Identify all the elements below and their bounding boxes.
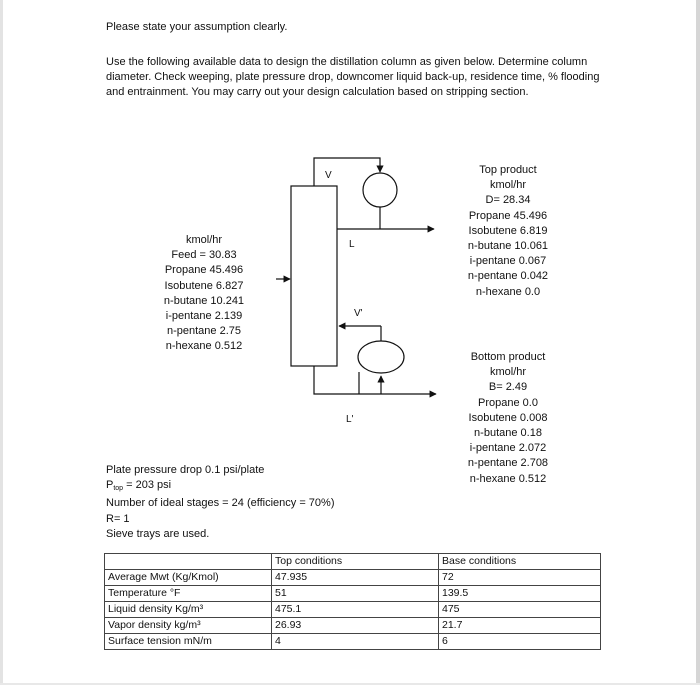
assumption-note: Please state your assumption clearly. [106,21,288,33]
table-header-cell: Top conditions [272,554,439,570]
vapor-top-label: V [325,170,332,181]
top-product-composition [460,163,556,300]
top-pressure [106,478,334,496]
conditions-table [104,553,601,650]
table-cell: 475.1 [272,602,439,618]
feed-line: n-hexane 0.512 [165,340,243,353]
table-row [105,570,601,586]
top-product-line: D= 28.34 [485,194,531,207]
table-cell: Vapor density kg/m³ [105,618,272,634]
top-product-line: n-hexane 0.0 [475,285,541,298]
feed-line: Isobutene 6.827 [164,279,244,292]
top-pressure-subscript: top [113,485,124,493]
table-header-cell [105,554,272,570]
tray-type: Sieve trays are used. [106,527,210,540]
table-cell: 26.93 [272,618,439,634]
bottom-product-line: Isobutene 0.008 [468,411,548,424]
table-cell: 139.5 [439,586,601,602]
bottom-product-unit: kmol/hr [489,366,527,379]
feed-line: n-pentane 2.75 [166,325,241,338]
feed-line: n-butane 10.241 [163,294,245,307]
bottom-product-line: B= 2.49 [488,381,528,394]
top-pressure-symbol: P [106,479,114,492]
table-cell: 475 [439,602,601,618]
bottom-product-line: n-pentane 2.708 [467,457,549,470]
top-product-line: Propane 45.496 [468,209,548,222]
top-product-line: n-pentane 0.042 [467,270,549,283]
reflux-ratio: R= 1 [106,512,130,525]
feed-line: Propane 45.496 [164,264,244,277]
top-product-line: i-pentane 0.067 [469,255,547,268]
liquid-top-label: L [349,239,355,250]
table-cell: 47.935 [272,570,439,586]
table-cell: Surface tension mN/m [105,634,272,650]
table-row [105,602,601,618]
plate-pressure-drop: Plate pressure drop 0.1 psi/plate [106,464,265,476]
liquid-bottom-label: L' [346,414,354,425]
table-row [105,634,601,650]
vapor-bottom-label: V' [354,308,363,319]
bottom-product-line: i-pentane 2.072 [469,442,547,455]
bottom-product-line: n-hexane 0.512 [469,472,547,485]
top-pressure-value: = 203 psi [123,479,172,492]
top-product-title: Top product [479,164,537,176]
design-conditions [106,463,334,542]
table-header-row [105,554,601,570]
table-cell: 6 [439,634,601,650]
feed-unit: kmol/hr [185,234,223,246]
problem-statement: Use the following available data to design the distillation column as given below. Determine column diameter. Check weeping, plate pressure drop, downcomer liquid back-up, residence time, % flooding and entrainment. You may carry out your design calculation based on stripping section. [106,56,600,98]
bottom-product-composition [460,350,556,487]
top-product-line: n-butane 10.061 [467,240,549,253]
condenser-icon [363,173,397,207]
bottom-product-line: Propane 0.0 [478,396,538,409]
feed-line: Feed = 30.83 [171,249,237,262]
reboiler-icon [358,341,404,373]
table-row [105,618,601,634]
feed-composition [148,233,260,355]
table-row [105,586,601,602]
top-product-line: Isobutene 6.819 [468,224,548,237]
table-cell: Average Mwt (Kg/Kmol) [105,570,272,586]
table-cell: Temperature °F [105,586,272,602]
ideal-stages: Number of ideal stages = 24 (efficiency = 70%) [106,497,335,510]
table-cell: 51 [272,586,439,602]
feed-line: i-pentane 2.139 [165,310,243,323]
table-cell: 4 [272,634,439,650]
bottom-product-line: n-butane 0.18 [474,427,542,440]
bottom-product-title: Bottom product [470,351,546,363]
table-cell: 72 [439,570,601,586]
table-header-cell: Base conditions [439,554,601,570]
table-cell: Liquid density Kg/m³ [105,602,272,618]
table-cell: 21.7 [439,618,601,634]
column-body [291,186,337,366]
top-product-unit: kmol/hr [489,179,527,192]
